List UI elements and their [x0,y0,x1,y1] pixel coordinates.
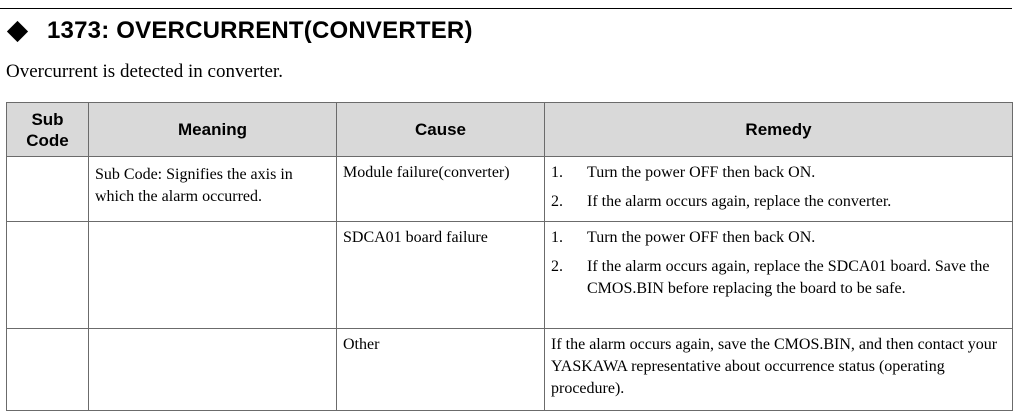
alarm-table [6,102,1013,411]
cause-cell: SDCA01 board failure [337,222,545,329]
step-number: 2. [551,193,563,210]
meaning-cell: Sub Code: Signifies the axis in which the alarm occurred. [89,157,337,222]
header-meaning: Meaning [89,103,337,157]
remedy-step [551,256,1006,300]
alarm-title: 1373: OVERCURRENT(CONVERTER) [47,17,473,44]
table-row [7,222,1013,329]
header-sub-code: Sub Code [7,103,89,157]
step-number: 1. [551,229,563,246]
cause-cell: Module failure(converter) [337,157,545,222]
sub-code-cell [7,222,89,329]
table-row [7,157,1013,222]
remedy-step [551,191,1006,213]
meaning-cell [89,222,337,329]
meaning-cell [89,329,337,411]
remedy-cell [545,222,1013,329]
sub-code-cell [7,157,89,222]
header-cause: Cause [337,103,545,157]
remedy-cell [545,157,1013,222]
header-remedy: Remedy [545,103,1013,157]
alarm-heading [6,14,473,48]
diamond-bullet-icon [7,20,28,41]
table-row [7,329,1013,411]
step-number: 2. [551,258,563,275]
sub-code-cell [7,329,89,411]
remedy-step [551,162,1006,184]
cause-cell: Other [337,329,545,411]
step-text: If the alarm occurs again, replace the SDCA01 board. Save the CMOS.BIN before replacing the board to be safe. [587,258,990,297]
remedy-steps [551,227,1006,300]
remedy-cell: If the alarm occurs again, save the CMOS.BIN, and then contact your YASKAWA representative about occurrence status (operating procedure). [545,329,1013,411]
alarm-description: Overcurrent is detected in converter. [6,61,283,82]
step-text: Turn the power OFF then back ON. [587,164,816,181]
step-text: Turn the power OFF then back ON. [587,229,816,246]
remedy-step [551,227,1006,249]
remedy-steps [551,162,1006,213]
step-number: 1. [551,164,563,181]
table-header-row [7,103,1013,157]
top-rule [0,8,1012,9]
step-text: If the alarm occurs again, replace the converter. [587,193,892,210]
